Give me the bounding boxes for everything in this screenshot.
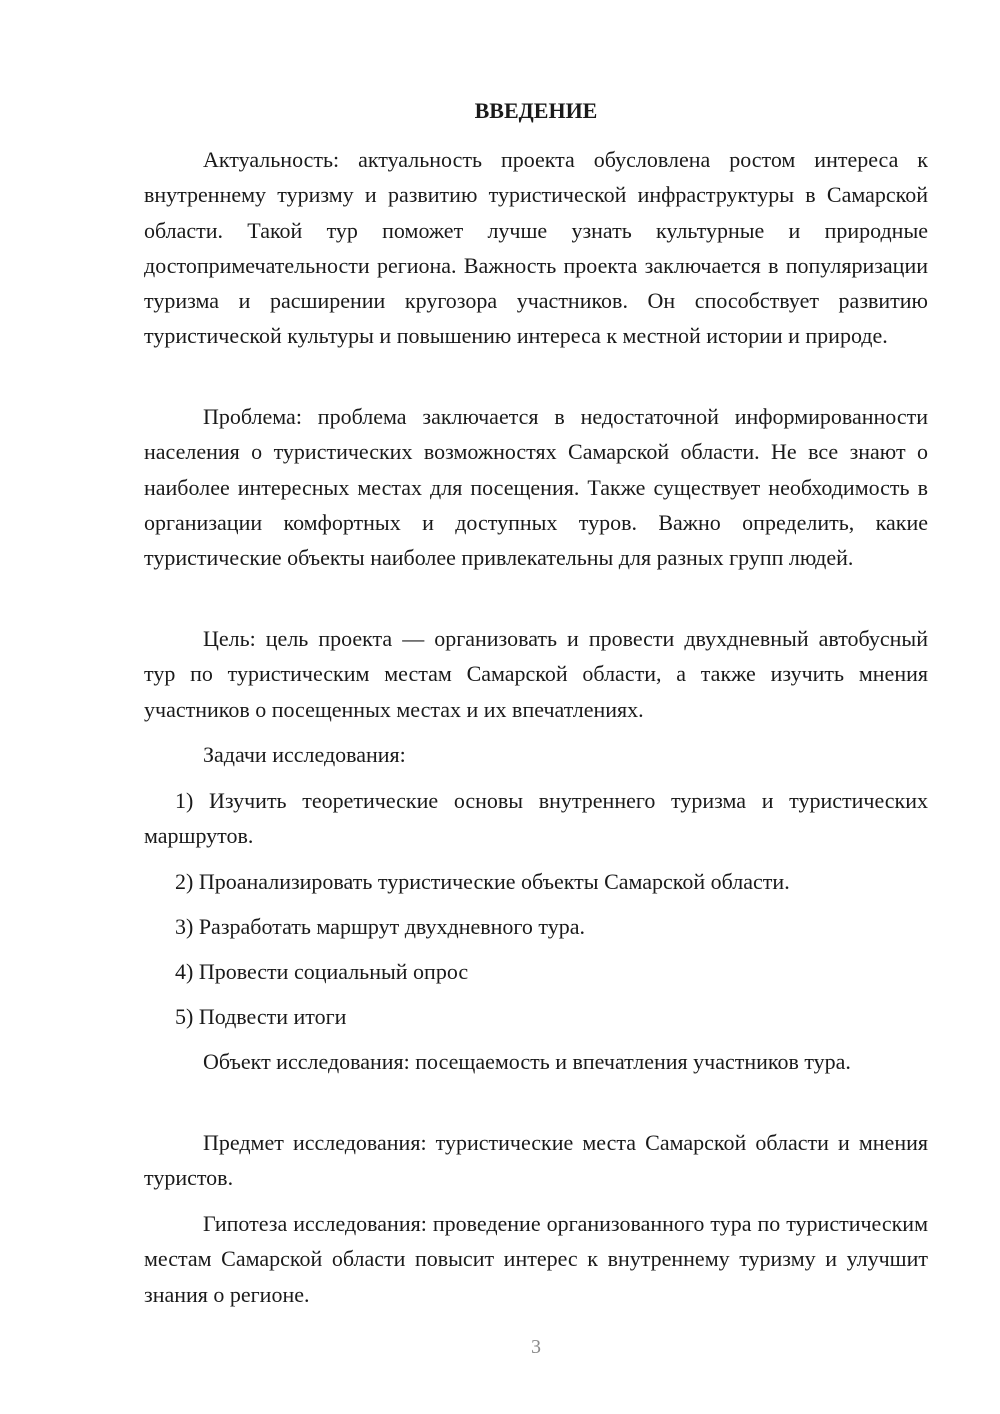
relevance-paragraph: Актуальность: актуальность проекта обусловлена ростом интереса к внутреннему туризму и развитию туристической инфраструктуры в Самарской области. Такой тур поможет лучше узнать культурные и природные достопримечательности региона. Важность проекта заключается в популяризации туризма и расширении кругозора участников. Он способствует развитию туристической культуры и повышению интереса к местной истории и природе.: [144, 147, 928, 349]
list-item: 5) Подвести итоги: [175, 1004, 347, 1029]
list-item: 2) Проанализировать туристические объекты Самарской области.: [175, 869, 790, 894]
list-item: 1) Изучить теоретические основы внутреннего туризма и туристических маршрутов.: [144, 788, 928, 849]
list-item: 4) Провести социальный опрос: [175, 959, 469, 984]
page-title: ВВЕДЕНИЕ: [474, 98, 598, 123]
list-item: 3) Разработать маршрут двухдневного тура.: [175, 914, 585, 939]
hypothesis-paragraph: Гипотеза исследования: проведение организованного тура по туристическим местам Самарской области повысит интерес к внутреннему туризму и улучшит знания о регионе.: [144, 1211, 928, 1307]
page-number: 3: [531, 1336, 541, 1358]
object-paragraph: Объект исследования: посещаемость и впечатления участников тура.: [203, 1049, 851, 1074]
goal-paragraph: Цель: цель проекта — организовать и провести двухдневный автобусный тур по туристическим местам Самарской области, а также изучить мнения участников о посещенных местах и их впечатлениях.: [144, 626, 928, 722]
problem-paragraph: Проблема: проблема заключается в недостаточной информированности населения о туристических возможностях Самарской области. Не все знают о наиболее интересных местах для посещения. Также существует необходимость в организации комфортных и доступных туров. Важно определить, какие туристические объекты наиболее привлекательны для разных групп людей.: [144, 404, 928, 571]
subject-paragraph: Предмет исследования: туристические места Самарской области и мнения туристов.: [144, 1130, 928, 1191]
tasks-heading: Задачи исследования:: [203, 742, 406, 767]
